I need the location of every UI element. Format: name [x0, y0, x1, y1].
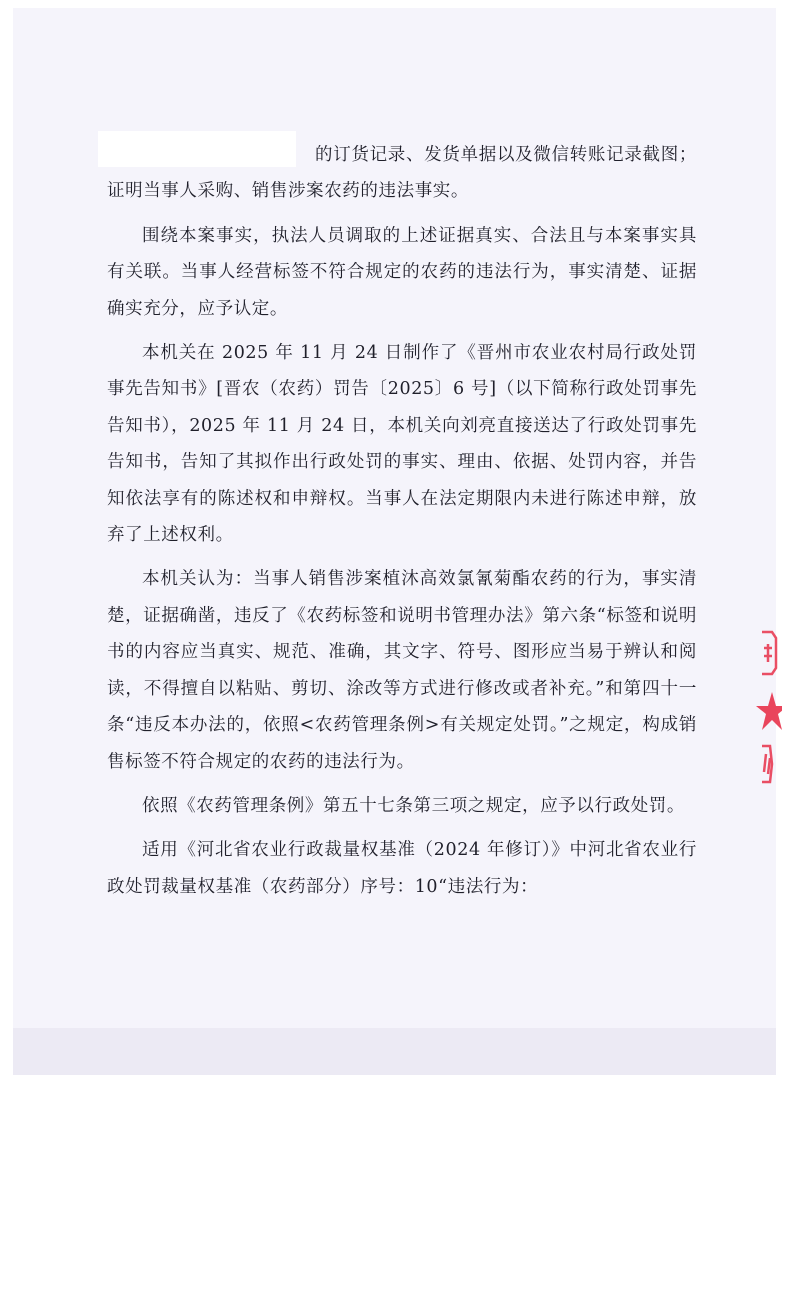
paragraph-evidence-records: 的订货记录、发货单据以及微信转账记录截图；证明当事人采购、销售涉案农药的违法事实。 — [107, 145, 697, 202]
paragraph-prior-notice: 本机关在 2025 年 11 月 24 日制作了《晋州市农业农村局行政处罚事先告知书》[晋农（农药）罚告〔2025〕6 号]（以下简称行政处罚事先告知书），2025 年 11 月 24 日，本机关向刘亮直接送达了行政处罚事先告知书，告知了其拟作出行政处罚的事实、理由、依据、处罚内容，并告知依法享有的陈述权和申辩权。当事人在法定期限内未进行陈述申辩，放弃了上述权利。 — [107, 343, 697, 546]
paragraph-authority-finding: 本机关认为：当事人销售涉案植沐高效氯氰菊酯农药的行为，事实清楚，证据确凿，违反了《农药标签和说明书管理办法》第六条“标签和说明书的内容应当真实、规范、准确，其文字、符号、图形应当易于辨认和阅读，不得擅自以粘贴、剪切、涂改等方式进行修改或者补充。”和第四十一条“违反本办法的，依照<农药管理条例>有关规定处罚。”之规定，构成销售标签不符合规定的农药的违法行为。 — [107, 569, 697, 772]
page-top-edge — [13, 0, 776, 8]
paragraph-legal-basis: 依照《农药管理条例》第五十七条第三项之规定，应予以行政处罚。 — [142, 795, 685, 816]
scanned-page — [13, 0, 776, 1075]
paragraph-evidence-conclusion: 围绕本案事实，执法人员调取的上述证据真实、合法且与本案事实具有关联。当事人经营标签不符合规定的农药的违法行为，事实清楚、证据确实充分，应予认定。 — [107, 225, 697, 319]
document-body — [107, 137, 697, 913]
paragraph-discretion-standard: 适用《河北省农业行政裁量权基准（2024 年修订）》中河北省农业行政处罚裁量权基准（农药部分）序号：10“违法行为： — [107, 840, 697, 897]
redaction-block — [98, 131, 296, 167]
page-bottom-margin — [13, 1028, 776, 1075]
official-seal-stamp — [742, 630, 782, 790]
